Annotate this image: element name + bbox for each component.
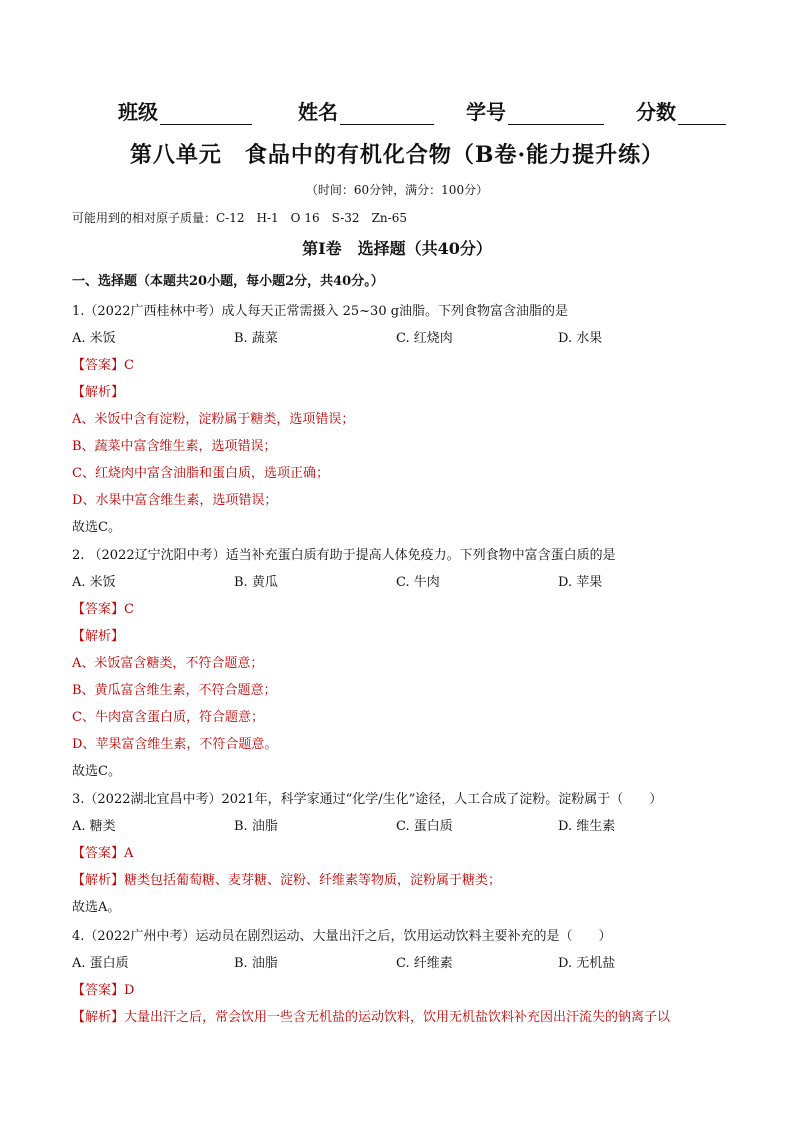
question-1-analysis-line: D、水果中富含维生素，选项错误； (72, 493, 278, 508)
page-title: 第八单元 食品中的有机化合物（B卷·能力提升练） (129, 142, 665, 168)
score-field[interactable] (636, 96, 726, 125)
question-4-option-b: B. 油脂 (234, 956, 278, 971)
question-2-stem: 2. （2022辽宁沈阳中考）适当补充蛋白质有助于提高人体免疫力。下列食物中富含蛋白质的是 (72, 548, 616, 563)
atomic-masses: 可能用到的相对原子质量：C-12 H-1 O 16 S-32 Zn-65 (72, 211, 407, 225)
question-4-answer: 【答案】D (72, 983, 135, 998)
question-3-option-c: C. 蛋白质 (396, 819, 453, 834)
question-1-analysis-line: A、米饭中含有淀粉，淀粉属于糖类，选项错误； (72, 412, 355, 427)
student-info-row (118, 96, 728, 124)
question-2-answer: 【答案】C (72, 602, 134, 617)
question-3-analysis: 【解析】糖类包括葡萄糖、麦芽糖、淀粉、纤维素等物质，淀粉属于糖类； (72, 873, 502, 888)
question-1-option-a: A. 米饭 (72, 331, 116, 346)
name-blank[interactable] (340, 102, 434, 125)
id-blank[interactable] (508, 102, 604, 125)
question-2-option-a: A. 米饭 (72, 575, 116, 590)
question-2-analysis-line: B、黄瓜富含维生素，不符合题意； (72, 683, 277, 698)
question-3-conclusion: 故选A。 (72, 900, 121, 915)
question-2-analysis-line: D、苹果富含维生素，不符合题意。 (72, 737, 278, 752)
question-1-conclusion: 故选C。 (72, 520, 121, 535)
question-2-option-d: D. 苹果 (558, 575, 603, 590)
question-1-analysis-line: C、红烧肉中富含油脂和蛋白质，选项正确； (72, 466, 329, 481)
question-1-answer: 【答案】C (72, 358, 134, 373)
question-3-option-d: D. 维生素 (558, 819, 616, 834)
question-2-analysis-line: C、牛肉富含蛋白质，符合题意； (72, 710, 264, 725)
id-field[interactable] (466, 96, 604, 125)
question-1-analysis-line: B、蔬菜中富含维生素，选项错误； (72, 439, 277, 454)
question-4-stem: 4.（2022广州中考）运动员在剧烈运动、大量出汗之后，饮用运动饮料主要补充的是（ ） (72, 929, 612, 944)
exam-time-score: （时间：60分钟，满分：100分） (305, 183, 489, 197)
score-blank[interactable] (678, 102, 726, 125)
part-title: 一、选择题（本题共20小题，每小题2分，共40分。） (72, 274, 384, 289)
section-title: 第Ⅰ卷 选择题（共40分） (302, 239, 492, 258)
question-2-option-c: C. 牛肉 (396, 575, 440, 590)
question-3-answer: 【答案】A (72, 846, 134, 861)
name-label: 姓名 (298, 100, 338, 124)
question-3-stem: 3.（2022湖北宜昌中考）2021年，科学家通过“化学/生化”途径，人工合成了淀粉。淀粉属于（ ） (72, 792, 663, 807)
score-label: 分数 (636, 100, 676, 124)
name-field[interactable] (298, 96, 434, 125)
question-3-option-b: B. 油脂 (234, 819, 278, 834)
question-3-option-a: A. 糖类 (72, 819, 116, 834)
question-4-option-d: D. 无机盐 (558, 956, 616, 971)
question-2-analysis-label: 【解析】 (72, 629, 125, 644)
question-1-option-d: D. 水果 (558, 331, 603, 346)
question-4-option-a: A. 蛋白质 (72, 956, 129, 971)
question-1-analysis-label: 【解析】 (72, 385, 125, 400)
question-1-option-b: B. 蔬菜 (234, 331, 278, 346)
question-2-option-b: B. 黄瓜 (234, 575, 278, 590)
question-4-option-c: C. 纤维素 (396, 956, 453, 971)
question-1-option-c: C. 红烧肉 (396, 331, 453, 346)
question-4-analysis: 【解析】大量出汗之后，常会饮用一些含无机盐的运动饮料，饮用无机盐饮料补充因出汗流失的钠离子以 (72, 1010, 671, 1025)
class-field[interactable] (118, 96, 252, 125)
id-label: 学号 (466, 100, 506, 124)
question-2-conclusion: 故选C。 (72, 764, 121, 779)
class-blank[interactable] (160, 102, 252, 125)
question-1-stem: 1.（2022广西桂林中考）成人每天正常需摄入 25~30 g油脂。下列食物富含油脂的是 (72, 304, 569, 319)
class-label: 班级 (118, 100, 158, 124)
question-2-analysis-line: A、米饭富含糖类，不符合题意； (72, 656, 264, 671)
